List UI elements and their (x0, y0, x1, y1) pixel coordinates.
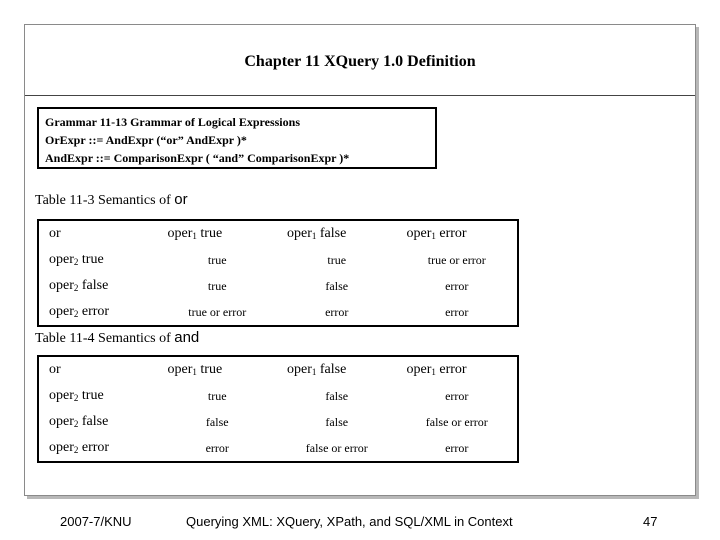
row-sub: 2 (73, 393, 79, 403)
table-cell: false (325, 278, 349, 293)
header-base: oper (406, 362, 432, 377)
row-header (38, 273, 158, 299)
table-or-caption (35, 191, 188, 209)
table-and-caption-keyword: and (174, 329, 200, 346)
grammar-box (37, 107, 437, 169)
row-header (38, 247, 158, 273)
header-base: oper (287, 226, 312, 241)
table-cell: true (207, 388, 227, 403)
table-row (38, 409, 518, 435)
row-base: oper (49, 278, 74, 293)
header-rest: true (196, 362, 223, 377)
table-cell: true (327, 252, 347, 267)
table-row (38, 383, 518, 409)
table-cell: true or error (188, 304, 247, 319)
table-cell: error (445, 278, 469, 293)
header-rest: error (435, 362, 467, 377)
row-sub: 2 (73, 419, 79, 429)
table-or (37, 219, 519, 327)
table-row (38, 356, 518, 383)
row-rest: true (78, 388, 104, 403)
row-rest: true (78, 252, 104, 267)
table-row (38, 247, 518, 273)
row-base: oper (49, 304, 74, 319)
header-sub: 1 (431, 231, 436, 241)
header-sub: 1 (311, 367, 317, 377)
row-sub: 2 (73, 445, 79, 455)
header-rest: false (316, 226, 347, 241)
column-header (277, 356, 397, 383)
row-rest: false (78, 414, 109, 429)
header-base: oper (167, 362, 193, 377)
table-cell: error (325, 304, 349, 319)
table-cell: false or error (425, 414, 488, 429)
table-row (38, 273, 518, 299)
row-header (38, 435, 158, 462)
slide-title: Chapter 11 XQuery 1.0 Definition (244, 53, 476, 70)
column-header (397, 220, 519, 247)
table-cell: false (205, 414, 229, 429)
column-header (158, 356, 278, 383)
header-sub: 1 (192, 367, 197, 377)
header-rest: false (316, 362, 347, 377)
column-header (277, 220, 397, 247)
grammar-rule-andexpr: AndExpr ::= ComparisonExpr ( “and” ComparisonExpr )* (45, 151, 350, 165)
row-header (38, 409, 158, 435)
row-base: oper (49, 414, 74, 429)
row-base: oper (49, 252, 74, 267)
row-rest: error (78, 304, 110, 319)
row-sub: 2 (73, 309, 79, 319)
table-cell: false or error (305, 440, 368, 455)
slide-frame (24, 24, 696, 496)
table-cell: error (445, 304, 469, 319)
table-corner: or (49, 362, 61, 377)
row-header (38, 299, 158, 326)
column-header (158, 220, 278, 247)
table-or-caption-text: Table 11-3 Semantics of (35, 193, 175, 208)
table-and-caption (35, 329, 199, 347)
header-sub: 1 (192, 231, 197, 241)
row-base: oper (49, 440, 74, 455)
row-header (38, 383, 158, 409)
header-base: oper (167, 226, 193, 241)
row-base: oper (49, 388, 74, 403)
table-cell: true (207, 278, 227, 293)
row-rest: error (78, 440, 110, 455)
footer-title: Querying XML: XQuery, XPath, and SQL/XML in Context (186, 514, 513, 529)
table-cell: true or error (427, 252, 486, 267)
footer-date: 2007-7/KNU (60, 514, 132, 529)
header-sub: 1 (311, 231, 317, 241)
table-and-caption-text: Table 11-4 Semantics of (35, 331, 175, 346)
row-sub: 2 (73, 257, 79, 267)
table-row (38, 435, 518, 462)
row-rest: false (78, 278, 109, 293)
header-base: oper (287, 362, 312, 377)
header-base: oper (406, 226, 432, 241)
table-and (37, 355, 519, 463)
page-number: 47 (643, 514, 658, 529)
table-or-caption-keyword: or (174, 191, 188, 208)
grammar-rule-orexpr: OrExpr ::= AndExpr (“or” AndExpr )* (45, 133, 247, 147)
table-cell: true (207, 252, 227, 267)
header-rest: true (196, 226, 223, 241)
table-cell: false (325, 414, 349, 429)
table-corner: or (49, 226, 61, 241)
header-sub: 1 (431, 367, 436, 377)
table-cell: error (205, 440, 229, 455)
row-sub: 2 (73, 283, 79, 293)
column-header (397, 356, 519, 383)
header-rest: error (435, 226, 467, 241)
table-cell: error (445, 440, 469, 455)
title-divider (25, 95, 695, 96)
table-row (38, 220, 518, 247)
table-row (38, 299, 518, 326)
grammar-caption: Grammar 11-13 Grammar of Logical Expressions (45, 115, 300, 129)
table-cell: error (445, 388, 469, 403)
table-cell: false (325, 388, 349, 403)
